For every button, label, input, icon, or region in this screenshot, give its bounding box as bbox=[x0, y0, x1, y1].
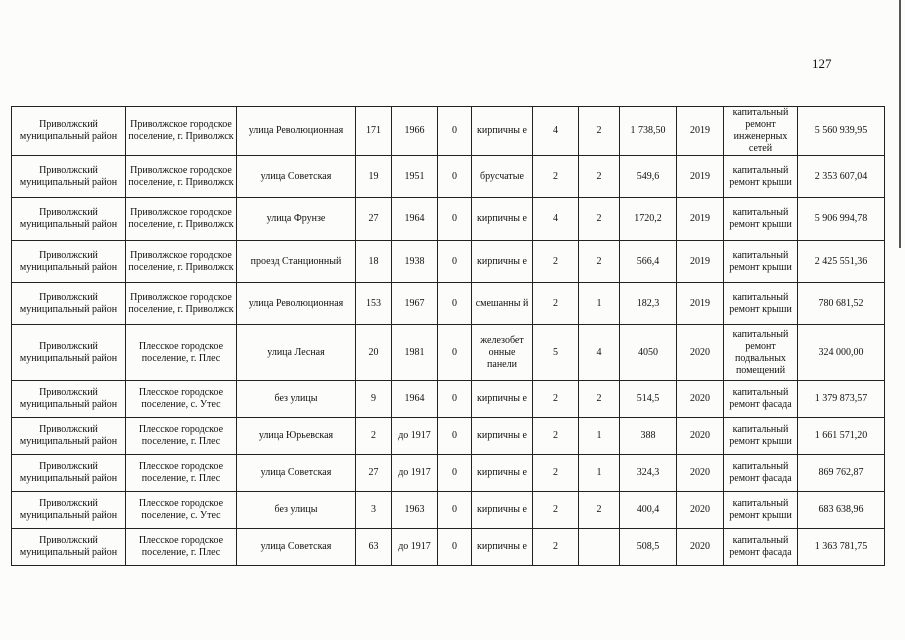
flag-cell: 0 bbox=[438, 283, 472, 325]
housing-repair-table bbox=[11, 106, 885, 566]
build-year-cell: 1963 bbox=[392, 492, 438, 529]
settlement-cell: Плесское городское поселение, с. Утес bbox=[126, 492, 237, 529]
house-number-cell: 63 bbox=[356, 529, 392, 566]
street-cell: проезд Станционный bbox=[237, 241, 356, 283]
wall-material-cell: кирпичны е bbox=[472, 241, 533, 283]
wall-material-cell: кирпичны е bbox=[472, 529, 533, 566]
floors-cell: 2 bbox=[533, 283, 579, 325]
area-cell: 1 738,50 bbox=[620, 107, 677, 156]
wall-material-cell: кирпичны е bbox=[472, 492, 533, 529]
work-year-cell: 2019 bbox=[677, 198, 724, 241]
district-cell: Приволжский муниципальный район bbox=[12, 455, 126, 492]
build-year-cell: 1964 bbox=[392, 198, 438, 241]
street-cell: без улицы bbox=[237, 381, 356, 418]
house-number-cell: 27 bbox=[356, 455, 392, 492]
wall-material-cell: железобет онные панели bbox=[472, 325, 533, 381]
floors-cell: 2 bbox=[533, 381, 579, 418]
work-year-cell: 2019 bbox=[677, 156, 724, 198]
flag-cell: 0 bbox=[438, 492, 472, 529]
floors-cell: 2 bbox=[533, 529, 579, 566]
house-number-cell: 2 bbox=[356, 418, 392, 455]
house-number-cell: 3 bbox=[356, 492, 392, 529]
floors-cell: 2 bbox=[533, 241, 579, 283]
wall-material-cell: кирпичны е bbox=[472, 198, 533, 241]
area-cell: 4050 bbox=[620, 325, 677, 381]
work-type-cell: капитальный ремонт крыши bbox=[724, 418, 798, 455]
cost-cell: 5 560 939,95 bbox=[798, 107, 885, 156]
flag-cell: 0 bbox=[438, 241, 472, 283]
settlement-cell: Плесское городское поселение, г. Плес bbox=[126, 325, 237, 381]
work-type-cell: капитальный ремонт крыши bbox=[724, 241, 798, 283]
floors-cell: 2 bbox=[533, 418, 579, 455]
entrances-cell: 1 bbox=[579, 418, 620, 455]
flag-cell: 0 bbox=[438, 325, 472, 381]
work-type-cell: капитальный ремонт фасада bbox=[724, 455, 798, 492]
cost-cell: 2 425 551,36 bbox=[798, 241, 885, 283]
table-row bbox=[12, 156, 885, 198]
house-number-cell: 18 bbox=[356, 241, 392, 283]
build-year-cell: до 1917 bbox=[392, 529, 438, 566]
area-cell: 566,4 bbox=[620, 241, 677, 283]
wall-material-cell: кирпичны е bbox=[472, 107, 533, 156]
settlement-cell: Приволжское городское поселение, г. Приволжск bbox=[126, 198, 237, 241]
entrances-cell bbox=[579, 529, 620, 566]
wall-material-cell: кирпичны е bbox=[472, 381, 533, 418]
district-cell: Приволжский муниципальный район bbox=[12, 381, 126, 418]
work-type-cell: капитальный ремонт крыши bbox=[724, 283, 798, 325]
street-cell: улица Фрунзе bbox=[237, 198, 356, 241]
street-cell: улица Революционная bbox=[237, 107, 356, 156]
work-year-cell: 2020 bbox=[677, 455, 724, 492]
page-number: 127 bbox=[812, 56, 832, 71]
cost-cell: 1 379 873,57 bbox=[798, 381, 885, 418]
area-cell: 508,5 bbox=[620, 529, 677, 566]
wall-material-cell: брусчатые bbox=[472, 156, 533, 198]
work-type-cell: капитальный ремонт инженерных сетей bbox=[724, 107, 798, 156]
district-cell: Приволжский муниципальный район bbox=[12, 198, 126, 241]
flag-cell: 0 bbox=[438, 198, 472, 241]
cost-cell: 324 000,00 bbox=[798, 325, 885, 381]
floors-cell: 4 bbox=[533, 107, 579, 156]
area-cell: 1720,2 bbox=[620, 198, 677, 241]
work-year-cell: 2019 bbox=[677, 241, 724, 283]
cost-cell: 2 353 607,04 bbox=[798, 156, 885, 198]
district-cell: Приволжский муниципальный район bbox=[12, 107, 126, 156]
table-row bbox=[12, 283, 885, 325]
work-type-cell: капитальный ремонт подвальных помещений bbox=[724, 325, 798, 381]
floors-cell: 2 bbox=[533, 492, 579, 529]
entrances-cell: 2 bbox=[579, 156, 620, 198]
build-year-cell: 1981 bbox=[392, 325, 438, 381]
build-year-cell: 1966 bbox=[392, 107, 438, 156]
area-cell: 549,6 bbox=[620, 156, 677, 198]
settlement-cell: Приволжское городское поселение, г. Приволжск bbox=[126, 107, 237, 156]
wall-material-cell: кирпичны е bbox=[472, 418, 533, 455]
work-year-cell: 2020 bbox=[677, 381, 724, 418]
entrances-cell: 2 bbox=[579, 492, 620, 529]
table-row bbox=[12, 325, 885, 381]
work-type-cell: капитальный ремонт фасада bbox=[724, 381, 798, 418]
flag-cell: 0 bbox=[438, 381, 472, 418]
entrances-cell: 2 bbox=[579, 241, 620, 283]
table-row bbox=[12, 418, 885, 455]
entrances-cell: 1 bbox=[579, 455, 620, 492]
floors-cell: 4 bbox=[533, 198, 579, 241]
table-row bbox=[12, 198, 885, 241]
floors-cell: 5 bbox=[533, 325, 579, 381]
cost-cell: 869 762,87 bbox=[798, 455, 885, 492]
table-row bbox=[12, 241, 885, 283]
flag-cell: 0 bbox=[438, 107, 472, 156]
district-cell: Приволжский муниципальный район bbox=[12, 156, 126, 198]
district-cell: Приволжский муниципальный район bbox=[12, 241, 126, 283]
build-year-cell: 1964 bbox=[392, 381, 438, 418]
house-number-cell: 27 bbox=[356, 198, 392, 241]
settlement-cell: Приволжское городское поселение, г. Приволжск bbox=[126, 283, 237, 325]
house-number-cell: 171 bbox=[356, 107, 392, 156]
wall-material-cell: кирпичны е bbox=[472, 455, 533, 492]
work-year-cell: 2019 bbox=[677, 107, 724, 156]
work-type-cell: капитальный ремонт крыши bbox=[724, 198, 798, 241]
cost-cell: 1 661 571,20 bbox=[798, 418, 885, 455]
entrances-cell: 1 bbox=[579, 283, 620, 325]
flag-cell: 0 bbox=[438, 455, 472, 492]
table-row bbox=[12, 455, 885, 492]
district-cell: Приволжский муниципальный район bbox=[12, 283, 126, 325]
settlement-cell: Приволжское городское поселение, г. Приволжск bbox=[126, 156, 237, 198]
house-number-cell: 153 bbox=[356, 283, 392, 325]
work-year-cell: 2020 bbox=[677, 418, 724, 455]
cost-cell: 683 638,96 bbox=[798, 492, 885, 529]
build-year-cell: до 1917 bbox=[392, 418, 438, 455]
district-cell: Приволжский муниципальный район bbox=[12, 325, 126, 381]
settlement-cell: Плесское городское поселение, г. Плес bbox=[126, 529, 237, 566]
floors-cell: 2 bbox=[533, 455, 579, 492]
table-row bbox=[12, 381, 885, 418]
street-cell: улица Советская bbox=[237, 156, 356, 198]
work-year-cell: 2020 bbox=[677, 529, 724, 566]
flag-cell: 0 bbox=[438, 529, 472, 566]
district-cell: Приволжский муниципальный район bbox=[12, 492, 126, 529]
area-cell: 514,5 bbox=[620, 381, 677, 418]
entrances-cell: 4 bbox=[579, 325, 620, 381]
build-year-cell: до 1917 bbox=[392, 455, 438, 492]
settlement-cell: Плесское городское поселение, г. Плес bbox=[126, 418, 237, 455]
street-cell: без улицы bbox=[237, 492, 356, 529]
table-row bbox=[12, 107, 885, 156]
work-type-cell: капитальный ремонт крыши bbox=[724, 156, 798, 198]
area-cell: 388 bbox=[620, 418, 677, 455]
work-year-cell: 2020 bbox=[677, 492, 724, 529]
area-cell: 182,3 bbox=[620, 283, 677, 325]
entrances-cell: 2 bbox=[579, 107, 620, 156]
area-cell: 324,3 bbox=[620, 455, 677, 492]
settlement-cell: Плесское городское поселение, с. Утес bbox=[126, 381, 237, 418]
district-cell: Приволжский муниципальный район bbox=[12, 529, 126, 566]
cost-cell: 5 906 994,78 bbox=[798, 198, 885, 241]
work-type-cell: капитальный ремонт крыши bbox=[724, 492, 798, 529]
flag-cell: 0 bbox=[438, 156, 472, 198]
street-cell: улица Юрьевская bbox=[237, 418, 356, 455]
flag-cell: 0 bbox=[438, 418, 472, 455]
house-number-cell: 20 bbox=[356, 325, 392, 381]
work-type-cell: капитальный ремонт фасада bbox=[724, 529, 798, 566]
floors-cell: 2 bbox=[533, 156, 579, 198]
work-year-cell: 2019 bbox=[677, 283, 724, 325]
work-year-cell: 2020 bbox=[677, 325, 724, 381]
scan-edge-line bbox=[899, 0, 901, 248]
table-row bbox=[12, 529, 885, 566]
street-cell: улица Советская bbox=[237, 529, 356, 566]
house-number-cell: 9 bbox=[356, 381, 392, 418]
house-number-cell: 19 bbox=[356, 156, 392, 198]
street-cell: улица Лесная bbox=[237, 325, 356, 381]
area-cell: 400,4 bbox=[620, 492, 677, 529]
entrances-cell: 2 bbox=[579, 381, 620, 418]
table-row bbox=[12, 492, 885, 529]
street-cell: улица Революционная bbox=[237, 283, 356, 325]
build-year-cell: 1967 bbox=[392, 283, 438, 325]
build-year-cell: 1938 bbox=[392, 241, 438, 283]
settlement-cell: Приволжское городское поселение, г. Приволжск bbox=[126, 241, 237, 283]
cost-cell: 780 681,52 bbox=[798, 283, 885, 325]
entrances-cell: 2 bbox=[579, 198, 620, 241]
street-cell: улица Советская bbox=[237, 455, 356, 492]
build-year-cell: 1951 bbox=[392, 156, 438, 198]
wall-material-cell: смешанны й bbox=[472, 283, 533, 325]
cost-cell: 1 363 781,75 bbox=[798, 529, 885, 566]
settlement-cell: Плесское городское поселение, г. Плес bbox=[126, 455, 237, 492]
district-cell: Приволжский муниципальный район bbox=[12, 418, 126, 455]
